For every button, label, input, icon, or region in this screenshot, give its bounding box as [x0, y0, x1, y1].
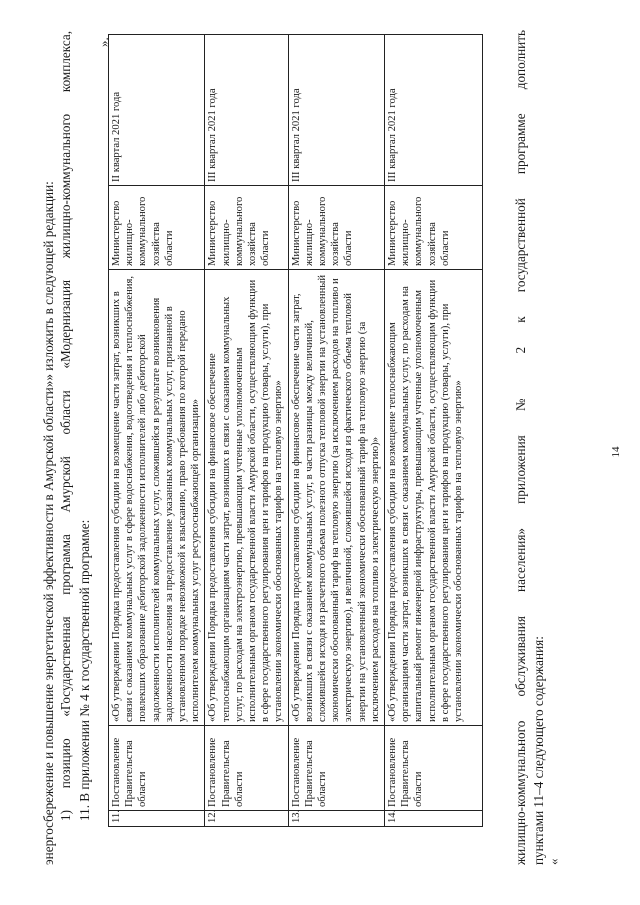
table-row	[385, 35, 483, 827]
closing-quote: ».	[96, 37, 111, 47]
act-name: «Об утверждении Порядка предоставления субсидии на финансовое обеспечение части затрат, возникших в связи с оказанием коммунальных услуг, в части разницы между величиной, сложившейся исходя из расчетного объема полезного отпуска тепловой энергии на установленный экономически обоснованный тариф на тепловую энергию (за исключением расходов на топливо и электрическую энергию), и величиной, сложившейся исходя из фактического объема тепловой энергии на установленный экономически обоснованный тариф на тепловую энергию (за исключением расходов на топливо и электрическую энергию)»	[288, 270, 384, 726]
row-number: 12.	[205, 811, 288, 827]
act-name: «Об утверждении Порядка предоставления субсидии на возмещение части затрат, возникших в связи с оказанием коммунальных услуг в сфере водоснабжения, водоотведения и теплоснабжения, повлекших образование дебиторской задолженности исполнителей либо дебиторской задолженности исполнителей коммунальных услуг, сложившейся в результате возникновения задолженности населения за предоставление указанных коммунальных услуг, признанной в установленном порядке невозможной к взысканию, право требования по которой передано исполнителем коммунальных услуг ресурсоснабжающей организации»	[109, 270, 205, 726]
act-executor: Министерство жилищно-коммунального хозяйства области	[109, 186, 205, 270]
act-type: Постановление Правительства области	[288, 726, 384, 811]
intro-line-2: пунктами 11–4 следующего содержания:	[530, 636, 546, 865]
act-executor: Министерство жилищно-коммунального хозяйства области	[205, 186, 288, 270]
subpoint-1-line-2: энергосбережение и повышение энергетической эффективности в Амурской области»» изложить в следующей редакции:	[41, 181, 56, 865]
table-row	[205, 35, 288, 827]
regulations-table	[108, 34, 483, 827]
act-executor: Министерство жилищно-коммунального хозяйства области	[288, 186, 384, 270]
act-term: III квартал 2021 года	[385, 35, 483, 186]
act-type: Постановление Правительства области	[385, 726, 483, 811]
page-number: 14	[610, 446, 622, 458]
opening-quote: «	[546, 858, 561, 865]
row-number: 11.	[109, 811, 205, 827]
act-type: Постановление Правительства области	[109, 726, 205, 811]
table-row	[109, 35, 205, 827]
act-type: Постановление Правительства области	[205, 726, 288, 811]
act-term: III квартал 2021 года	[205, 35, 288, 186]
intro-line-1: жилищно-коммунального обслуживания населения» приложения № 2 к государственной программе дополнить	[513, 30, 528, 865]
act-executor: Министерство жилищно-коммунального хозяйства области	[385, 186, 483, 270]
act-name: «Об утверждении Порядка предоставления субсидии на возмещение теплоснабжающим организациям части затрат, возникших в связи с оказанием коммунальных услуг, по расходам на капитальный ремонт инженерной инфраструктуры, превышающим учтенные уполномоченным исполнительным органом государственной власти Амурской области, осуществляющим функции в сфере государственного регулирования цен и тарифов на продукцию (товары, услуги), при установлении экономически обоснованных тарифов на тепловую энергию»	[385, 270, 483, 726]
row-number: 14.	[385, 811, 483, 827]
subpoint-1-line-1: 1) позицию «Государственная программа Амурской области «Модернизация жилищно-коммунального комплекса,	[58, 31, 73, 821]
point-11-heading: 11. В приложении № 4 к государственной программе:	[77, 519, 92, 821]
act-term: II квартал 2021 года	[109, 35, 205, 186]
table-row	[288, 35, 384, 827]
act-term: III квартал 2021 года	[288, 35, 384, 186]
intro-paragraph	[512, 30, 547, 865]
act-name: «Об утверждении Порядка предоставления субсидии на финансовое обеспечение теплоснабжающим организациям части затрат, возникших в связи с оказанием коммунальных услуг, по расходам на электроэнергию, превышающим учтенные уполномоченным исполнительным органом государственной власти Амурской области, осуществляющим функции в сфере государственного регулирования цен и тарифов на продукцию (товары, услуги), при установлении экономически обоснованных тарифов на тепловую энергию»	[205, 270, 288, 726]
row-number: 13.	[288, 811, 384, 827]
